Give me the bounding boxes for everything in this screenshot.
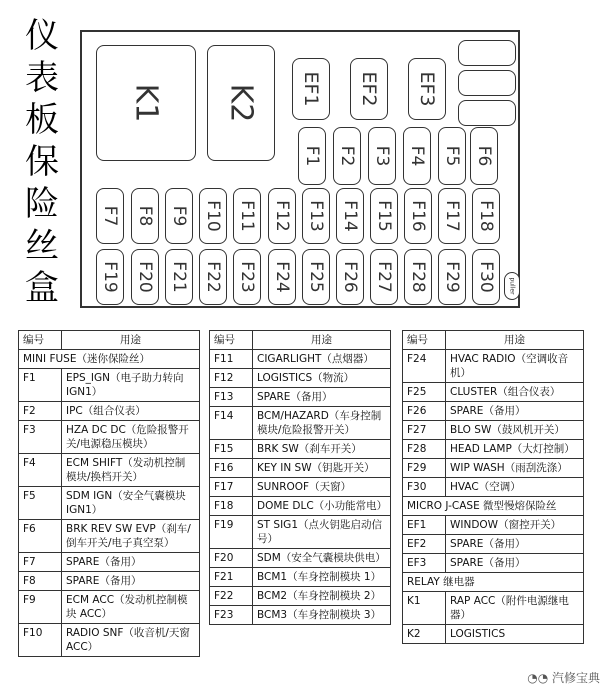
fuse-f7-label: F7 (100, 205, 120, 227)
fuse-id-cell: F18 (210, 497, 253, 516)
fuse-f6 (470, 127, 498, 185)
fuse-table-1 (18, 330, 200, 657)
header-use: 用途 (62, 331, 200, 350)
fuse-f9-label: F9 (169, 205, 189, 227)
fuse-f14 (336, 188, 364, 244)
relay-k2 (207, 45, 275, 161)
table-header (403, 331, 584, 350)
table-row (19, 624, 200, 657)
fuse-id-cell: F5 (19, 487, 62, 520)
fuse-use-cell: SDM（安全气囊模块供电） (253, 549, 391, 568)
fuse-use-cell: SPARE（备用） (446, 402, 584, 421)
table-row (403, 497, 584, 516)
fuse-table-2 (209, 330, 391, 625)
fuse-f15 (370, 188, 398, 244)
fuse-f2 (333, 127, 361, 185)
section-heading: MICRO J-CASE 微型慢熔保险丝 (403, 497, 584, 516)
fuse-ef1 (292, 58, 330, 120)
table-row (210, 568, 391, 587)
fuse-f27-label: F27 (374, 261, 394, 293)
fuse-use-cell: SPARE（备用） (253, 388, 391, 407)
fuse-f21-label: F21 (169, 261, 189, 293)
fuse-f13 (302, 188, 330, 244)
header-use: 用途 (446, 331, 584, 350)
fuse-id-cell: F28 (403, 440, 446, 459)
table-row (403, 440, 584, 459)
fuse-use-cell: SPARE（备用） (62, 553, 200, 572)
fuse-f8-label: F8 (135, 205, 155, 227)
fuse-id-cell: F26 (403, 402, 446, 421)
fuse-id-cell: F17 (210, 478, 253, 497)
fuse-f25 (302, 249, 330, 305)
watermark (527, 669, 600, 686)
table-row (19, 369, 200, 402)
fuse-id-cell: F8 (19, 572, 62, 591)
fuse-f7 (96, 188, 124, 244)
fuse-ef2-label: EF2 (358, 71, 380, 107)
fuse-f13-label: F13 (306, 200, 326, 232)
fuse-use-cell: SPARE（备用） (62, 572, 200, 591)
fuse-f25-label: F25 (306, 261, 326, 293)
fuse-use-cell: LOGISTICS（物流） (253, 369, 391, 388)
fuse-use-cell: BRK SW（刹车开关） (253, 440, 391, 459)
table-row (19, 402, 200, 421)
relay-k2-label: K2 (223, 83, 259, 123)
fuse-ef1-label: EF1 (300, 71, 322, 107)
fuse-f10-label: F10 (203, 200, 223, 232)
fuse-use-cell: HZA DC DC（危险报警开关/电源稳压模块） (62, 421, 200, 454)
fuse-use-cell: WIP WASH（雨刮洗涤） (446, 459, 584, 478)
fuse-f4-label: F4 (407, 145, 427, 167)
fuse-id-cell: F30 (403, 478, 446, 497)
table-row (19, 487, 200, 520)
fuse-id-cell: F16 (210, 459, 253, 478)
fuse-f19 (96, 249, 124, 305)
fuse-use-cell: CLUSTER（组合仪表） (446, 383, 584, 402)
section-heading: RELAY 继电器 (403, 573, 584, 592)
fuse-f20 (131, 249, 159, 305)
fuse-f18-label: F18 (476, 200, 496, 232)
table-row (210, 587, 391, 606)
fuse-use-cell: BCM1（车身控制模块 1） (253, 568, 391, 587)
fuse-use-cell: LOGISTICS (446, 625, 584, 644)
table-row (19, 553, 200, 572)
fuse-id-cell: F25 (403, 383, 446, 402)
title-char: 板 (25, 100, 59, 140)
fuse-id-cell: F6 (19, 520, 62, 553)
fuse-use-cell: CIGARLIGHT（点烟器） (253, 350, 391, 369)
fuse-f29 (438, 249, 466, 305)
fuse-use-cell: EPS_IGN（电子助力转向 IGN1） (62, 369, 200, 402)
fuse-f26 (336, 249, 364, 305)
fuse-use-cell: BCM2（车身控制模块 2） (253, 587, 391, 606)
fuse-use-cell: SDM IGN（安全气囊模块 IGN1） (62, 487, 200, 520)
fuse-id-cell: F13 (210, 388, 253, 407)
fuse-id-cell: F21 (210, 568, 253, 587)
fuse-use-cell: SUNROOF（天窗） (253, 478, 391, 497)
table-row (210, 440, 391, 459)
table-row (403, 383, 584, 402)
fuse-id-cell: F29 (403, 459, 446, 478)
fuse-id-cell: F20 (210, 549, 253, 568)
table-row (403, 421, 584, 440)
title-char: 险 (25, 184, 59, 224)
fuse-f21 (165, 249, 193, 305)
table-row (403, 592, 584, 625)
fuse-id-cell: F27 (403, 421, 446, 440)
fuse-use-cell: KEY IN SW（钥匙开关） (253, 459, 391, 478)
fuse-use-cell: ECM ACC（发动机控制模块 ACC） (62, 591, 200, 624)
fuse-f22-label: F22 (203, 261, 223, 293)
table-row (210, 497, 391, 516)
fuse-use-cell: SPARE（备用） (446, 535, 584, 554)
table-row (403, 402, 584, 421)
fuse-use-cell: SPARE（备用） (446, 554, 584, 573)
fuse-use-cell: ECM SHIFT（发动机控制模块/换档开关） (62, 454, 200, 487)
title-char: 保 (25, 142, 59, 182)
fuse-f3-label: F3 (372, 145, 392, 167)
fuse-id-cell: EF1 (403, 516, 446, 535)
table-row (403, 459, 584, 478)
fuse-f18 (472, 188, 500, 244)
table-row (403, 478, 584, 497)
table-row (403, 573, 584, 592)
fuse-f5-label: F5 (442, 145, 462, 167)
fuse-id-cell: K2 (403, 625, 446, 644)
fuse-use-cell: HEAD LAMP（大灯控制） (446, 440, 584, 459)
fuse-f24 (268, 249, 296, 305)
fuse-f23 (233, 249, 261, 305)
header-id: 编号 (210, 331, 253, 350)
fuse-use-cell: RADIO SNF（收音机/天窗 ACC） (62, 624, 200, 657)
fuse-f17 (438, 188, 466, 244)
fuse-id-cell: F19 (210, 516, 253, 549)
fuse-id-cell: EF2 (403, 535, 446, 554)
title-char: 仪 (25, 16, 59, 56)
fuse-use-cell: BCM3（车身控制模块 3） (253, 606, 391, 625)
fuse-use-cell: HVAC（空调） (446, 478, 584, 497)
spare-cavity (458, 100, 516, 126)
fuse-f23-label: F23 (237, 261, 257, 293)
fuse-use-cell: BCM/HAZARD（车身控制模块/危险报警开关） (253, 407, 391, 440)
table-row (210, 350, 391, 369)
fuse-f30 (472, 249, 500, 305)
fuse-id-cell: F23 (210, 606, 253, 625)
fuse-f11-label: F11 (237, 200, 257, 232)
fuse-use-cell: BLO SW（鼓风机开关） (446, 421, 584, 440)
fuse-f14-label: F14 (340, 200, 360, 232)
table-header (210, 331, 391, 350)
table-row (210, 549, 391, 568)
table-row (210, 606, 391, 625)
fuse-f24-label: F24 (272, 261, 292, 293)
fuse-id-cell: F12 (210, 369, 253, 388)
table-row (210, 459, 391, 478)
fuse-f5 (438, 127, 466, 185)
fuse-id-cell: F11 (210, 350, 253, 369)
header-id: 编号 (19, 331, 62, 350)
fuse-f12-label: F12 (272, 200, 292, 232)
table-row (210, 516, 391, 549)
spare-cavity (458, 70, 516, 96)
spare-cavity (458, 40, 516, 66)
table-row (19, 591, 200, 624)
table-row (19, 454, 200, 487)
table-row (19, 572, 200, 591)
fuse-id-cell: F24 (403, 350, 446, 383)
fuse-f1-label: F1 (302, 145, 322, 167)
fuse-ef2 (350, 58, 388, 120)
fuse-table-3 (402, 330, 584, 644)
fuse-use-cell: ST SIG1（点火钥匙启动信号） (253, 516, 391, 549)
fuse-id-cell: F3 (19, 421, 62, 454)
fuse-f3 (368, 127, 396, 185)
relay-k1 (96, 45, 196, 161)
fuse-f1 (298, 127, 326, 185)
fuse-id-cell: K1 (403, 592, 446, 625)
fuse-id-cell: F14 (210, 407, 253, 440)
fuse-f19-label: F19 (100, 261, 120, 293)
table-header (19, 331, 200, 350)
fuse-use-cell: BRK REV SW EVP（刹车/倒车开关/电子真空泵） (62, 520, 200, 553)
table-row (210, 369, 391, 388)
table-row (19, 520, 200, 553)
fuse-f4 (403, 127, 431, 185)
relay-k1-label: K1 (128, 83, 164, 123)
fuse-f16 (404, 188, 432, 244)
fuse-f11 (233, 188, 261, 244)
fuse-f8 (131, 188, 159, 244)
wechat-icon: ◔◔ (527, 671, 552, 685)
header-use: 用途 (253, 331, 391, 350)
fuse-f16-label: F16 (408, 200, 428, 232)
fuse-ef3-label: EF3 (416, 71, 438, 107)
fuse-f29-label: F29 (442, 261, 462, 293)
fuse-f17-label: F17 (442, 200, 462, 232)
header-id: 编号 (403, 331, 446, 350)
fuse-id-cell: F22 (210, 587, 253, 606)
table-row (403, 350, 584, 383)
table-row (403, 516, 584, 535)
table-row (403, 535, 584, 554)
fuse-f22 (199, 249, 227, 305)
fuse-f27 (370, 249, 398, 305)
fuse-id-cell: F7 (19, 553, 62, 572)
fuse-use-cell: DOME DLC（小功能常电） (253, 497, 391, 516)
table-row (210, 478, 391, 497)
section-heading: MINI FUSE（迷你保险丝） (19, 350, 200, 369)
fuse-f2-label: F2 (337, 145, 357, 167)
table-row (19, 350, 200, 369)
title-char: 丝 (25, 226, 59, 266)
fuse-id-cell: F4 (19, 454, 62, 487)
fuse-id-cell: F10 (19, 624, 62, 657)
table-row (210, 388, 391, 407)
fuse-f10 (199, 188, 227, 244)
fuse-id-cell: F2 (19, 402, 62, 421)
fuse-f26-label: F26 (340, 261, 360, 293)
watermark-text: 汽修宝典 (551, 671, 600, 685)
fuse-use-cell: HVAC RADIO（空调收音机） (446, 350, 584, 383)
fuse-f6-label: F6 (474, 145, 494, 167)
title-char: 盒 (25, 268, 59, 308)
fuse-id-cell: F9 (19, 591, 62, 624)
fuse-f15-label: F15 (374, 200, 394, 232)
fuse-ef3 (408, 58, 446, 120)
fuse-use-cell: IPC（组合仪表） (62, 402, 200, 421)
fuse-id-cell: F1 (19, 369, 62, 402)
fuse-id-cell: F15 (210, 440, 253, 459)
fuse-use-cell: WINDOW（窗控开关） (446, 516, 584, 535)
table-row (19, 421, 200, 454)
fuse-f12 (268, 188, 296, 244)
table-row (403, 554, 584, 573)
fuse-f28 (404, 249, 432, 305)
fuse-puller (504, 272, 520, 300)
fuse-f20-label: F20 (135, 261, 155, 293)
fuse-puller-label: puller (508, 277, 516, 295)
fuse-use-cell: RAP ACC（附件电源继电器） (446, 592, 584, 625)
table-row (403, 625, 584, 644)
fuse-id-cell: EF3 (403, 554, 446, 573)
table-row (210, 407, 391, 440)
fuse-f28-label: F28 (408, 261, 428, 293)
fuse-f30-label: F30 (476, 261, 496, 293)
fuse-f9 (165, 188, 193, 244)
title-char: 表 (25, 58, 59, 98)
